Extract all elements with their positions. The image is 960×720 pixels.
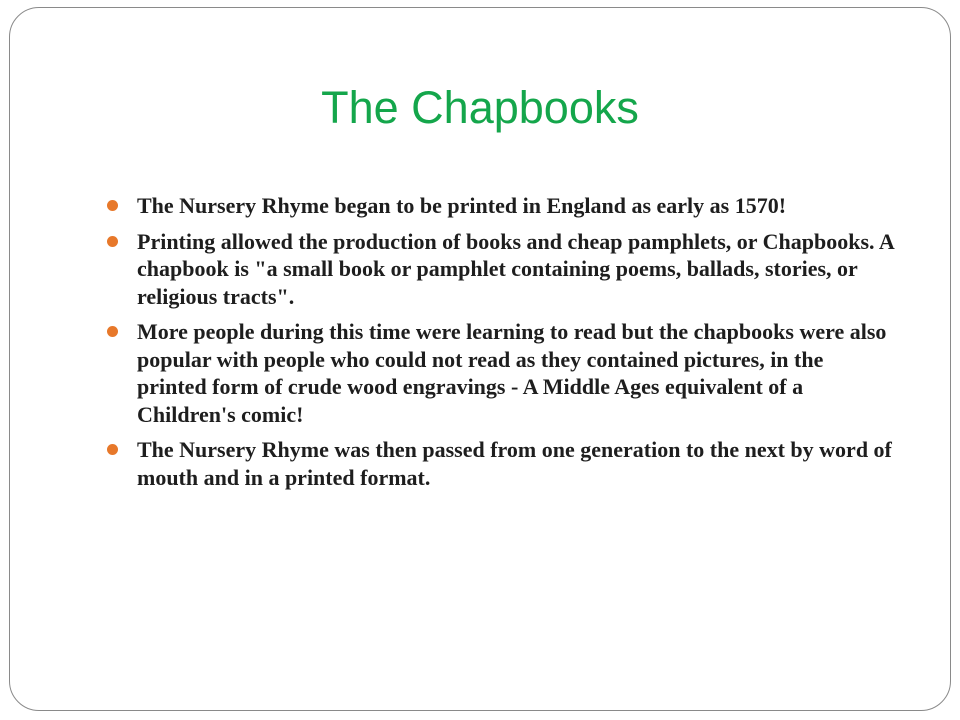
bullet-item <box>105 318 895 428</box>
bullet-dot-icon <box>107 200 118 211</box>
bullet-text: Printing allowed the production of books and cheap pamphlets, or Chapbooks. A chapbook is "a small book or pamphlet containing poems, ballads, stories, or religious tracts". <box>137 228 894 309</box>
bullet-item <box>105 436 895 491</box>
slide-title: The Chapbooks <box>321 82 639 133</box>
bullet-text: More people during this time were learning to read but the chapbooks were also popular with people who could not read as they contained pictures, in the printed form of crude wood engravings - A Middle Ages equivalent of a Children's comic! <box>137 319 887 427</box>
bullet-dot-icon <box>107 444 118 455</box>
bullet-text: The Nursery Rhyme began to be printed in England as early as 1570! <box>137 193 787 218</box>
bullet-dot-icon <box>107 326 118 337</box>
bullet-list <box>105 192 895 499</box>
bullet-item <box>105 228 895 311</box>
bullet-dot-icon <box>107 236 118 247</box>
bullet-text: The Nursery Rhyme was then passed from one generation to the next by word of mouth and in a printed format. <box>137 437 892 490</box>
bullet-item <box>105 192 895 220</box>
